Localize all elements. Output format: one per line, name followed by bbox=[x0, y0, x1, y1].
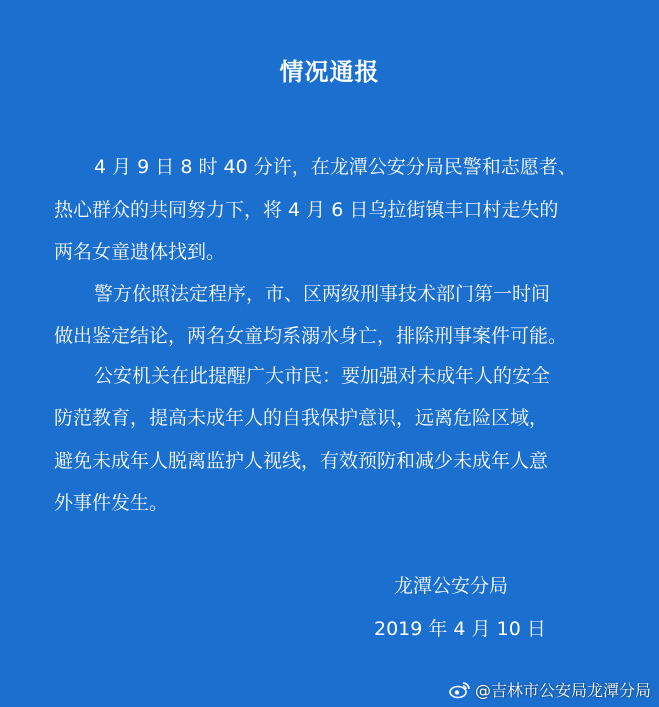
signature-date: 2019 年 4 月 10 日 bbox=[374, 618, 546, 640]
weibo-watermark bbox=[449, 678, 651, 701]
notice-title: 情况通报 bbox=[279, 58, 380, 86]
paragraph-3-line-4: 外事件发生。 bbox=[54, 492, 169, 514]
paragraph-1-line-3: 两名女童遗体找到。 bbox=[54, 241, 226, 263]
paragraph-3-line-3: 避免未成年人脱离监护人视线，有效预防和减少未成年人意 bbox=[54, 450, 549, 472]
paragraph-3-line-2: 防范教育，提高未成年人的自我保护意识，远离危险区域， bbox=[54, 407, 549, 429]
watermark-text: @吉林市公安局龙潭分局 bbox=[474, 681, 651, 700]
paragraph-1-line-2: 热心群众的共同努力下，将 4 月 6 日乌拉街镇丰口村走失的 bbox=[54, 199, 559, 221]
paragraph-2-line-2: 做出鉴定结论，两名女童均系溺水身亡，排除刑事案件可能。 bbox=[54, 325, 568, 347]
paragraph-2-line-1: 警方依照法定程序，市、区两级刑事技术部门第一时间 bbox=[94, 283, 551, 305]
signature-org: 龙潭公安分局 bbox=[394, 575, 509, 597]
weibo-icon bbox=[449, 681, 471, 699]
paragraph-3-line-1: 公安机关在此提醒广大市民：要加强对未成年人的安全 bbox=[94, 365, 551, 387]
paragraph-1-line-1: 4 月 9 日 8 时 40 分许，在龙潭公安分局民警和志愿者、 bbox=[94, 156, 577, 178]
